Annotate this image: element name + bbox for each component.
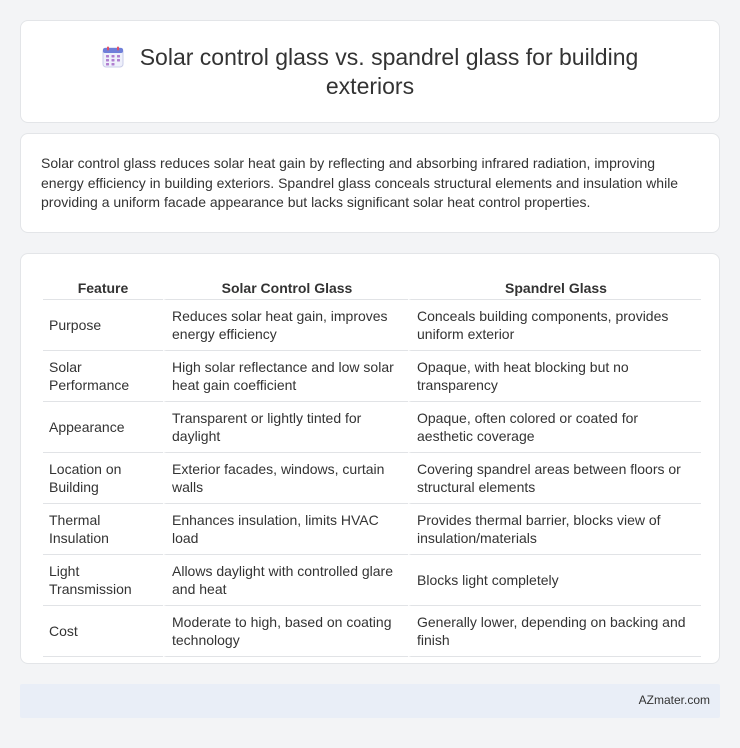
table-header-row (43, 274, 701, 300)
table-cell: Covering spandrel areas between floors or structural elements (408, 453, 701, 504)
table-cell: Cost (43, 606, 163, 657)
table-cell: Blocks light completely (408, 555, 701, 606)
table-cell: Enhances insulation, limits HVAC load (163, 504, 408, 555)
table-cell: Provides thermal barrier, blocks view of insulation/materials (408, 504, 701, 555)
table-cell: Opaque, with heat blocking but no transparency (408, 351, 701, 402)
column-header: Feature (43, 274, 163, 300)
table-cell: Allows daylight with controlled glare and heat (163, 555, 408, 606)
table-cell: Opaque, often colored or coated for aesthetic coverage (408, 402, 701, 453)
intro-text: Solar control glass reduces solar heat gain by reflecting and absorbing infrared radiation, improving energy efficiency in building exteriors. Spandrel glass conceals structural elements and insulation while providing a uniform facade appearance but lacks significant solar heat control properties. (41, 155, 679, 210)
table-row (43, 606, 701, 657)
table-row (43, 555, 701, 606)
table-cell: Appearance (43, 402, 163, 453)
intro-card (20, 133, 720, 233)
calendar-icon (102, 46, 124, 68)
table-row (43, 351, 701, 402)
table-row (43, 504, 701, 555)
table-cell: Light Transmission (43, 555, 163, 606)
table-cell: Thermal Insulation (43, 504, 163, 555)
footer-site-link[interactable]: AZmater.com (638, 693, 710, 707)
table-cell: Moderate to high, based on coating technology (163, 606, 408, 657)
column-header: Solar Control Glass (163, 274, 408, 300)
table-cell: Solar Performance (43, 351, 163, 402)
table-cell: Purpose (43, 300, 163, 351)
table-cell: Generally lower, depending on backing and finish (408, 606, 701, 657)
table-cell: High solar reflectance and low solar heat gain coefficient (163, 351, 408, 402)
table-cell: Reduces solar heat gain, improves energy efficiency (163, 300, 408, 351)
table-cell: Transparent or lightly tinted for daylight (163, 402, 408, 453)
comparison-table-card (20, 253, 720, 664)
table-row (43, 300, 701, 351)
comparison-table (43, 274, 701, 657)
page-title-text: Solar control glass vs. spandrel glass for building exteriors (139, 43, 639, 99)
column-header: Spandrel Glass (408, 274, 701, 300)
table-cell: Location on Building (43, 453, 163, 504)
table-cell: Exterior facades, windows, curtain walls (163, 453, 408, 504)
table-cell: Conceals building components, provides uniform exterior (408, 300, 701, 351)
table-row (43, 402, 701, 453)
page-title (61, 43, 679, 101)
table-row (43, 453, 701, 504)
footer (20, 684, 720, 718)
title-card (20, 20, 720, 123)
